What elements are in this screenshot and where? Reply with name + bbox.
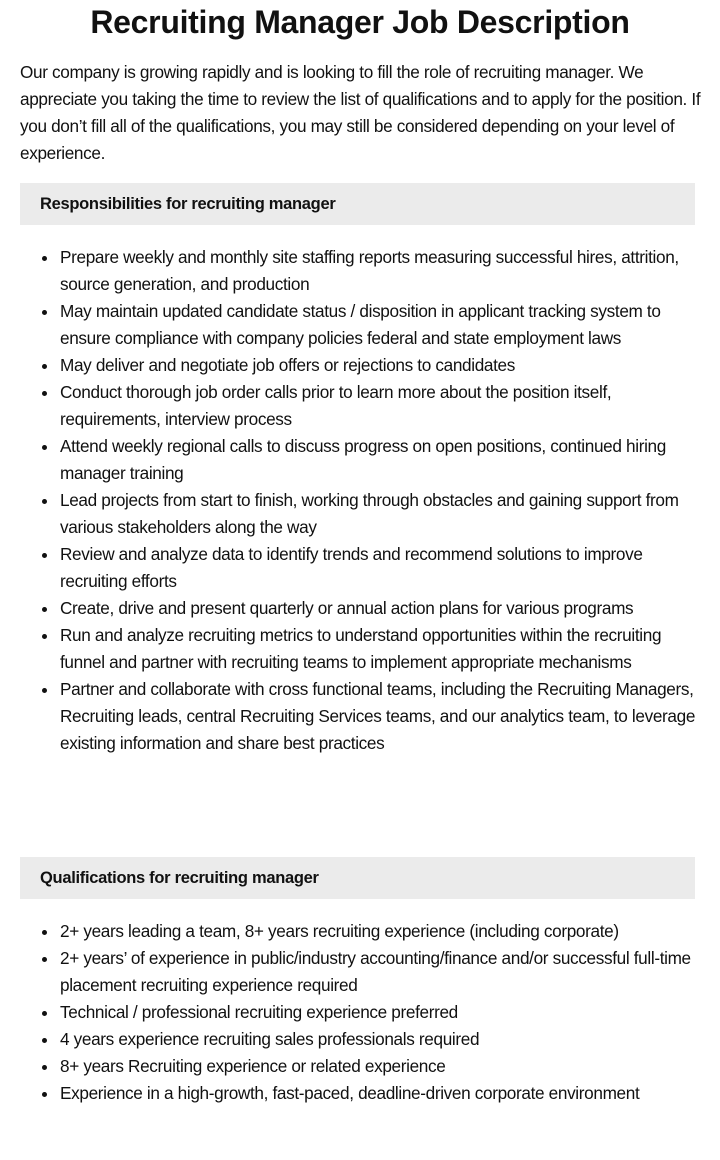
- bullet-icon: [42, 391, 47, 396]
- list-item-text: 2+ years leading a team, 8+ years recruiting experience (including corporate): [60, 921, 619, 941]
- list-item: [20, 595, 700, 622]
- list-item: [20, 433, 700, 487]
- bullet-icon: [42, 1065, 47, 1070]
- list-item: [20, 1026, 700, 1053]
- list-item: [20, 298, 700, 352]
- list-item: [20, 244, 700, 298]
- responsibilities-heading: Responsibilities for recruiting manager: [20, 183, 695, 225]
- list-item: [20, 622, 700, 676]
- list-item: [20, 352, 700, 379]
- bullet-icon: [42, 445, 47, 450]
- list-item-text: Create, drive and present quarterly or annual action plans for various programs: [60, 598, 634, 618]
- bullet-icon: [42, 310, 47, 315]
- list-item: [20, 945, 700, 999]
- list-item: [20, 1080, 700, 1107]
- bullet-icon: [42, 1011, 47, 1016]
- list-item-text: Attend weekly regional calls to discuss progress on open positions, continued hiring manager training: [60, 436, 666, 483]
- bullet-icon: [42, 688, 47, 693]
- list-item: [20, 541, 700, 595]
- list-item-text: Prepare weekly and monthly site staffing reports measuring successful hires, attrition, source generation, and production: [60, 247, 679, 294]
- list-item: [20, 918, 700, 945]
- list-item: [20, 1053, 700, 1080]
- intro-paragraph: Our company is growing rapidly and is looking to fill the role of recruiting manager. We appreciate you taking the time to review the list of qualifications and to apply for the position. If you don’t fill all of the qualifications, you may still be considered depending on your level of experience.: [20, 62, 701, 163]
- bullet-icon: [42, 607, 47, 612]
- list-item-text: Technical / professional recruiting experience preferred: [60, 1002, 458, 1022]
- bullet-icon: [42, 364, 47, 369]
- list-item: [20, 999, 700, 1026]
- bullet-icon: [42, 553, 47, 558]
- bullet-icon: [42, 499, 47, 504]
- bullet-icon: [42, 1038, 47, 1043]
- qualifications-list: [20, 918, 700, 1107]
- list-item-text: May maintain updated candidate status / disposition in applicant tracking system to ensure compliance with company policies federal and state employment laws: [60, 301, 661, 348]
- bullet-icon: [42, 957, 47, 962]
- list-item-text: 4 years experience recruiting sales professionals required: [60, 1029, 480, 1049]
- list-item-text: May deliver and negotiate job offers or rejections to candidates: [60, 355, 515, 375]
- list-item-text: 2+ years’ of experience in public/industry accounting/finance and/or successful full-time placement recruiting experience required: [60, 948, 691, 995]
- responsibilities-list: [20, 244, 700, 757]
- page-title: Recruiting Manager Job Description: [90, 4, 630, 40]
- bullet-icon: [42, 930, 47, 935]
- list-item-text: Run and analyze recruiting metrics to understand opportunities within the recruiting funnel and partner with recruiting teams to implement appropriate mechanisms: [60, 625, 662, 672]
- list-item: [20, 487, 700, 541]
- bullet-icon: [42, 1092, 47, 1097]
- list-item: [20, 676, 700, 757]
- list-item-text: Conduct thorough job order calls prior to learn more about the position itself, requirements, interview process: [60, 382, 612, 429]
- list-item-text: Partner and collaborate with cross functional teams, including the Recruiting Managers, Recruiting leads, central Recruiting Services teams, and our analytics team, to leverage existing information and share best practices: [60, 679, 696, 753]
- list-item-text: Review and analyze data to identify trends and recommend solutions to improve recruiting efforts: [60, 544, 643, 591]
- qualifications-heading: Qualifications for recruiting manager: [20, 857, 695, 899]
- list-item-text: Experience in a high-growth, fast-paced, deadline-driven corporate environment: [60, 1083, 640, 1103]
- bullet-icon: [42, 634, 47, 639]
- list-item-text: 8+ years Recruiting experience or related experience: [60, 1056, 446, 1076]
- bullet-icon: [42, 256, 47, 261]
- list-item-text: Lead projects from start to finish, working through obstacles and gaining support from various stakeholders along the way: [60, 490, 679, 537]
- list-item: [20, 379, 700, 433]
